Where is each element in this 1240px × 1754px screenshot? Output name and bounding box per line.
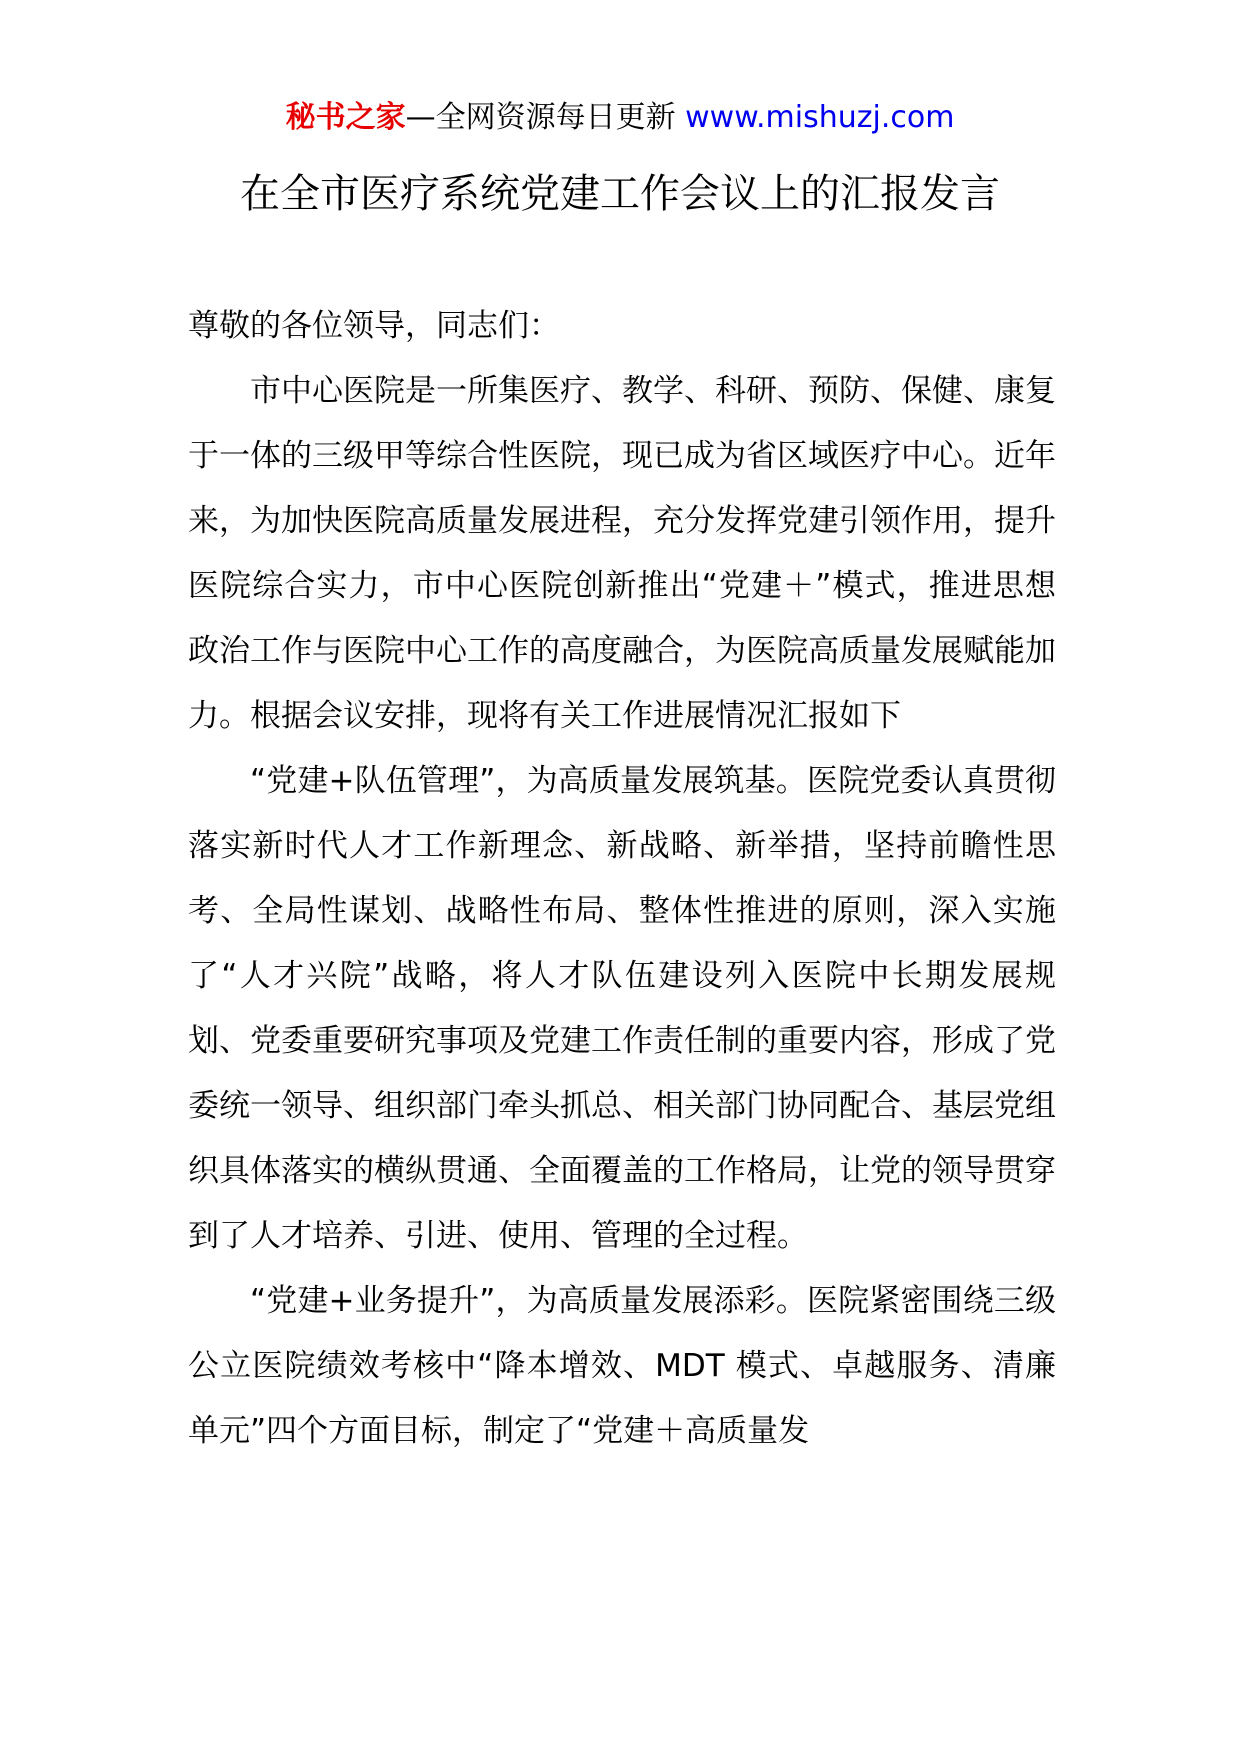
document-title: 在全市医疗系统党建工作会议上的汇报发言 bbox=[240, 171, 1000, 217]
site-brand: 秘书之家 bbox=[285, 100, 406, 135]
site-url-link[interactable]: www.mishuzj.com bbox=[685, 100, 955, 135]
paragraph-business-improvement: “党建+业务提升”，为高质量发展添彩。医院紧密围绕三级公立医院绩效考核中“降本增效、MDT 模式、卓越服务、清廉单元”四个方面目标，制定了“党建＋高质量发 bbox=[188, 1283, 1056, 1449]
salutation: 尊敬的各位领导，同志们： bbox=[188, 308, 560, 344]
paragraph-intro: 市中心医院是一所集医疗、教学、科研、预防、保健、康复于一体的三级甲等综合性医院，现已成为省区域医疗中心。近年来，为加快医院高质量发展进程，充分发挥党建引领作用，提升医院综合实力，市中心医院创新推出“党建＋”模式，推进思想政治工作与医院中心工作的高度融合，为医院高质量发展赋能加力。根据会议安排，现将有关工作进展情况汇报如下 bbox=[188, 373, 1056, 734]
site-header bbox=[0, 98, 1240, 138]
site-tagline: —全网资源每日更新 bbox=[405, 100, 686, 135]
paragraph-team-management: “党建+队伍管理”，为高质量发展筑基。医院党委认真贯彻落实新时代人才工作新理念、新战略、新举措，坚持前瞻性思考、全局性谋划、战略性布局、整体性推进的原则，深入实施了“人才兴院”战略，将人才队伍建设列入医院中长期发展规划、党委重要研究事项及党建工作责任制的重要内容，形成了党委统一领导、组织部门牵头抓总、相关部门协同配合、基层党组织具体落实的横纵贯通、全面覆盖的工作格局，让党的领导贯穿到了人才培养、引进、使用、管理的全过程。 bbox=[188, 763, 1056, 1254]
document-body bbox=[188, 294, 1056, 1464]
